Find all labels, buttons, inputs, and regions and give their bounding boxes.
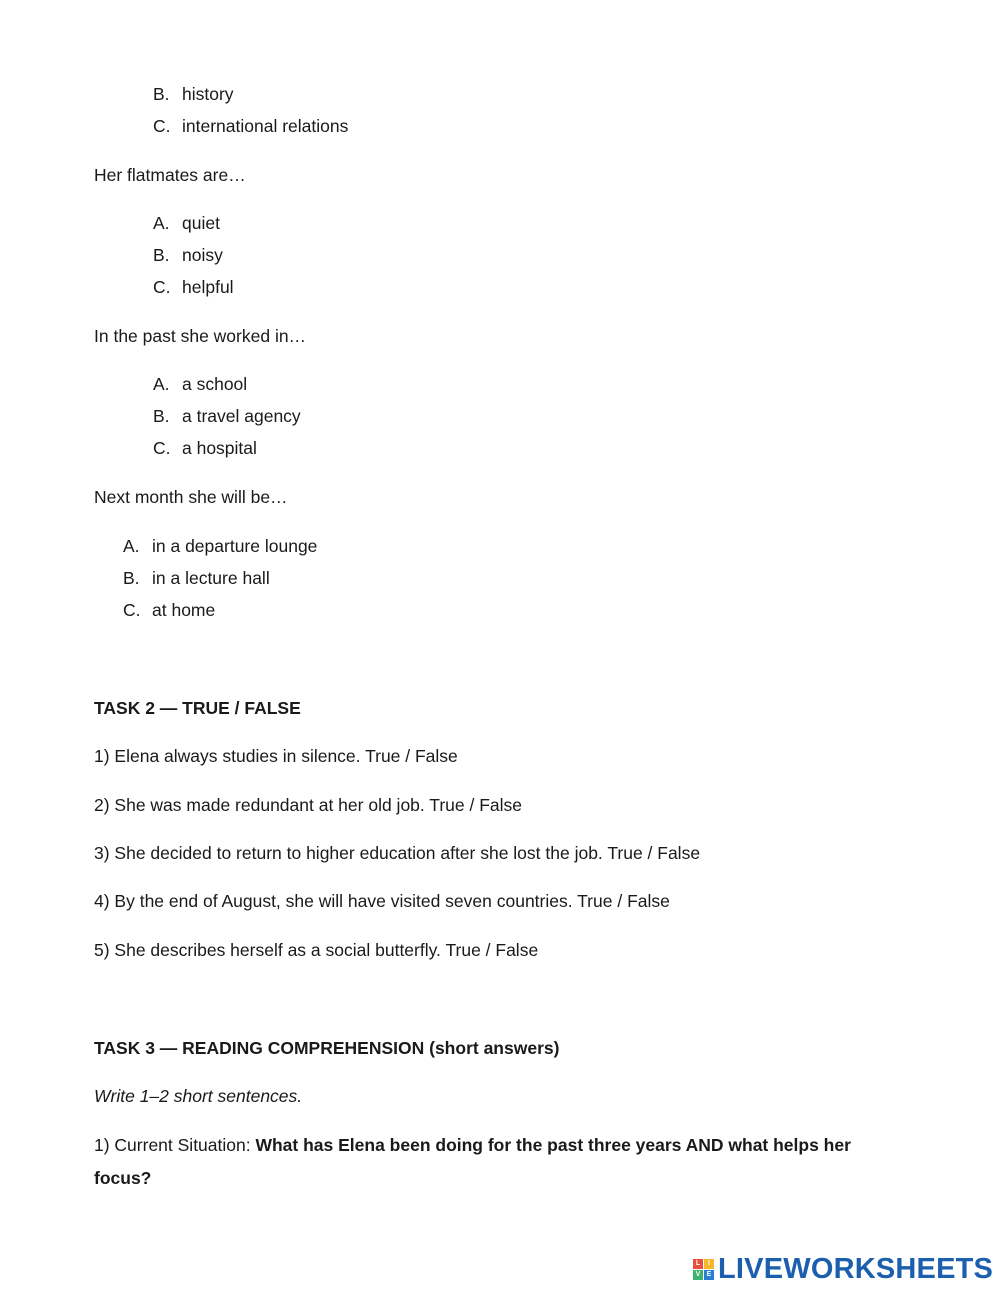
option-text: international relations [182,116,349,136]
true-false-item-5: 5) She describes herself as a social butterfly. True / False [94,940,539,960]
question-flatmates: Her flatmates are… [94,165,246,185]
option-letter: B. [153,84,170,104]
liveworksheets-logo-icon [693,1259,714,1280]
option-text: noisy [182,245,223,265]
option-text: quiet [182,213,220,233]
true-false-item-2: 2) She was made redundant at her old job. True / False [94,795,523,815]
option-text: in a departure lounge [152,536,318,556]
option-c-international-relations [153,115,348,137]
option-letter: C. [153,438,171,458]
true-false-item-4: 4) By the end of August, she will have visited seven countries. True / False [94,891,670,911]
option-a-quiet [153,212,220,234]
option-text: in a lecture hall [152,568,270,588]
logo-icon-tile: L [693,1259,703,1269]
option-b-lecture-hall [123,567,270,589]
option-text: helpful [182,277,234,297]
option-letter: B. [123,568,140,588]
option-b-travel-agency [153,405,301,427]
task3-instruction: Write 1–2 short sentences. [94,1086,303,1106]
option-text: history [182,84,234,104]
option-letter: A. [153,213,170,233]
logo-icon-tile: V [693,1270,703,1280]
option-text: a travel agency [182,406,301,426]
question-next-month: Next month she will be… [94,487,288,507]
option-letter: B. [153,406,170,426]
task3-question-1-prefix: 1) Current Situation: [94,1135,256,1155]
option-letter: A. [123,536,140,556]
task3-question-1-text: What has Elena been doing for the past three years AND what helps her focus? [94,1135,851,1188]
logo-icon-tile: E [704,1270,714,1280]
option-text: at home [152,600,216,620]
option-text: a hospital [182,438,257,458]
task3-heading: TASK 3 — READING COMPREHENSION (short answers) [94,1038,560,1058]
task2-heading: TASK 2 — TRUE / FALSE [94,698,301,718]
option-a-school [153,373,247,395]
option-c-at-home [123,599,215,621]
option-b-history [153,83,234,105]
question-past-work: In the past she worked in… [94,326,307,346]
true-false-item-3: 3) She decided to return to higher education after she lost the job. True / False [94,843,701,863]
option-c-hospital [153,437,257,459]
option-letter: C. [153,277,171,297]
task3-question-1 [94,1129,894,1195]
true-false-item-1: 1) Elena always studies in silence. True / False [94,746,458,766]
liveworksheets-logo [693,1252,993,1286]
option-letter: C. [153,116,171,136]
option-text: a school [182,374,248,394]
liveworksheets-logo-text: LIVEWORKSHEETS [718,1252,994,1285]
option-letter: A. [153,374,170,394]
logo-icon-tile: I [704,1259,714,1269]
option-a-departure-lounge [123,535,317,557]
option-b-noisy [153,244,223,266]
option-c-helpful [153,276,234,298]
option-letter: B. [153,245,170,265]
option-letter: C. [123,600,141,620]
